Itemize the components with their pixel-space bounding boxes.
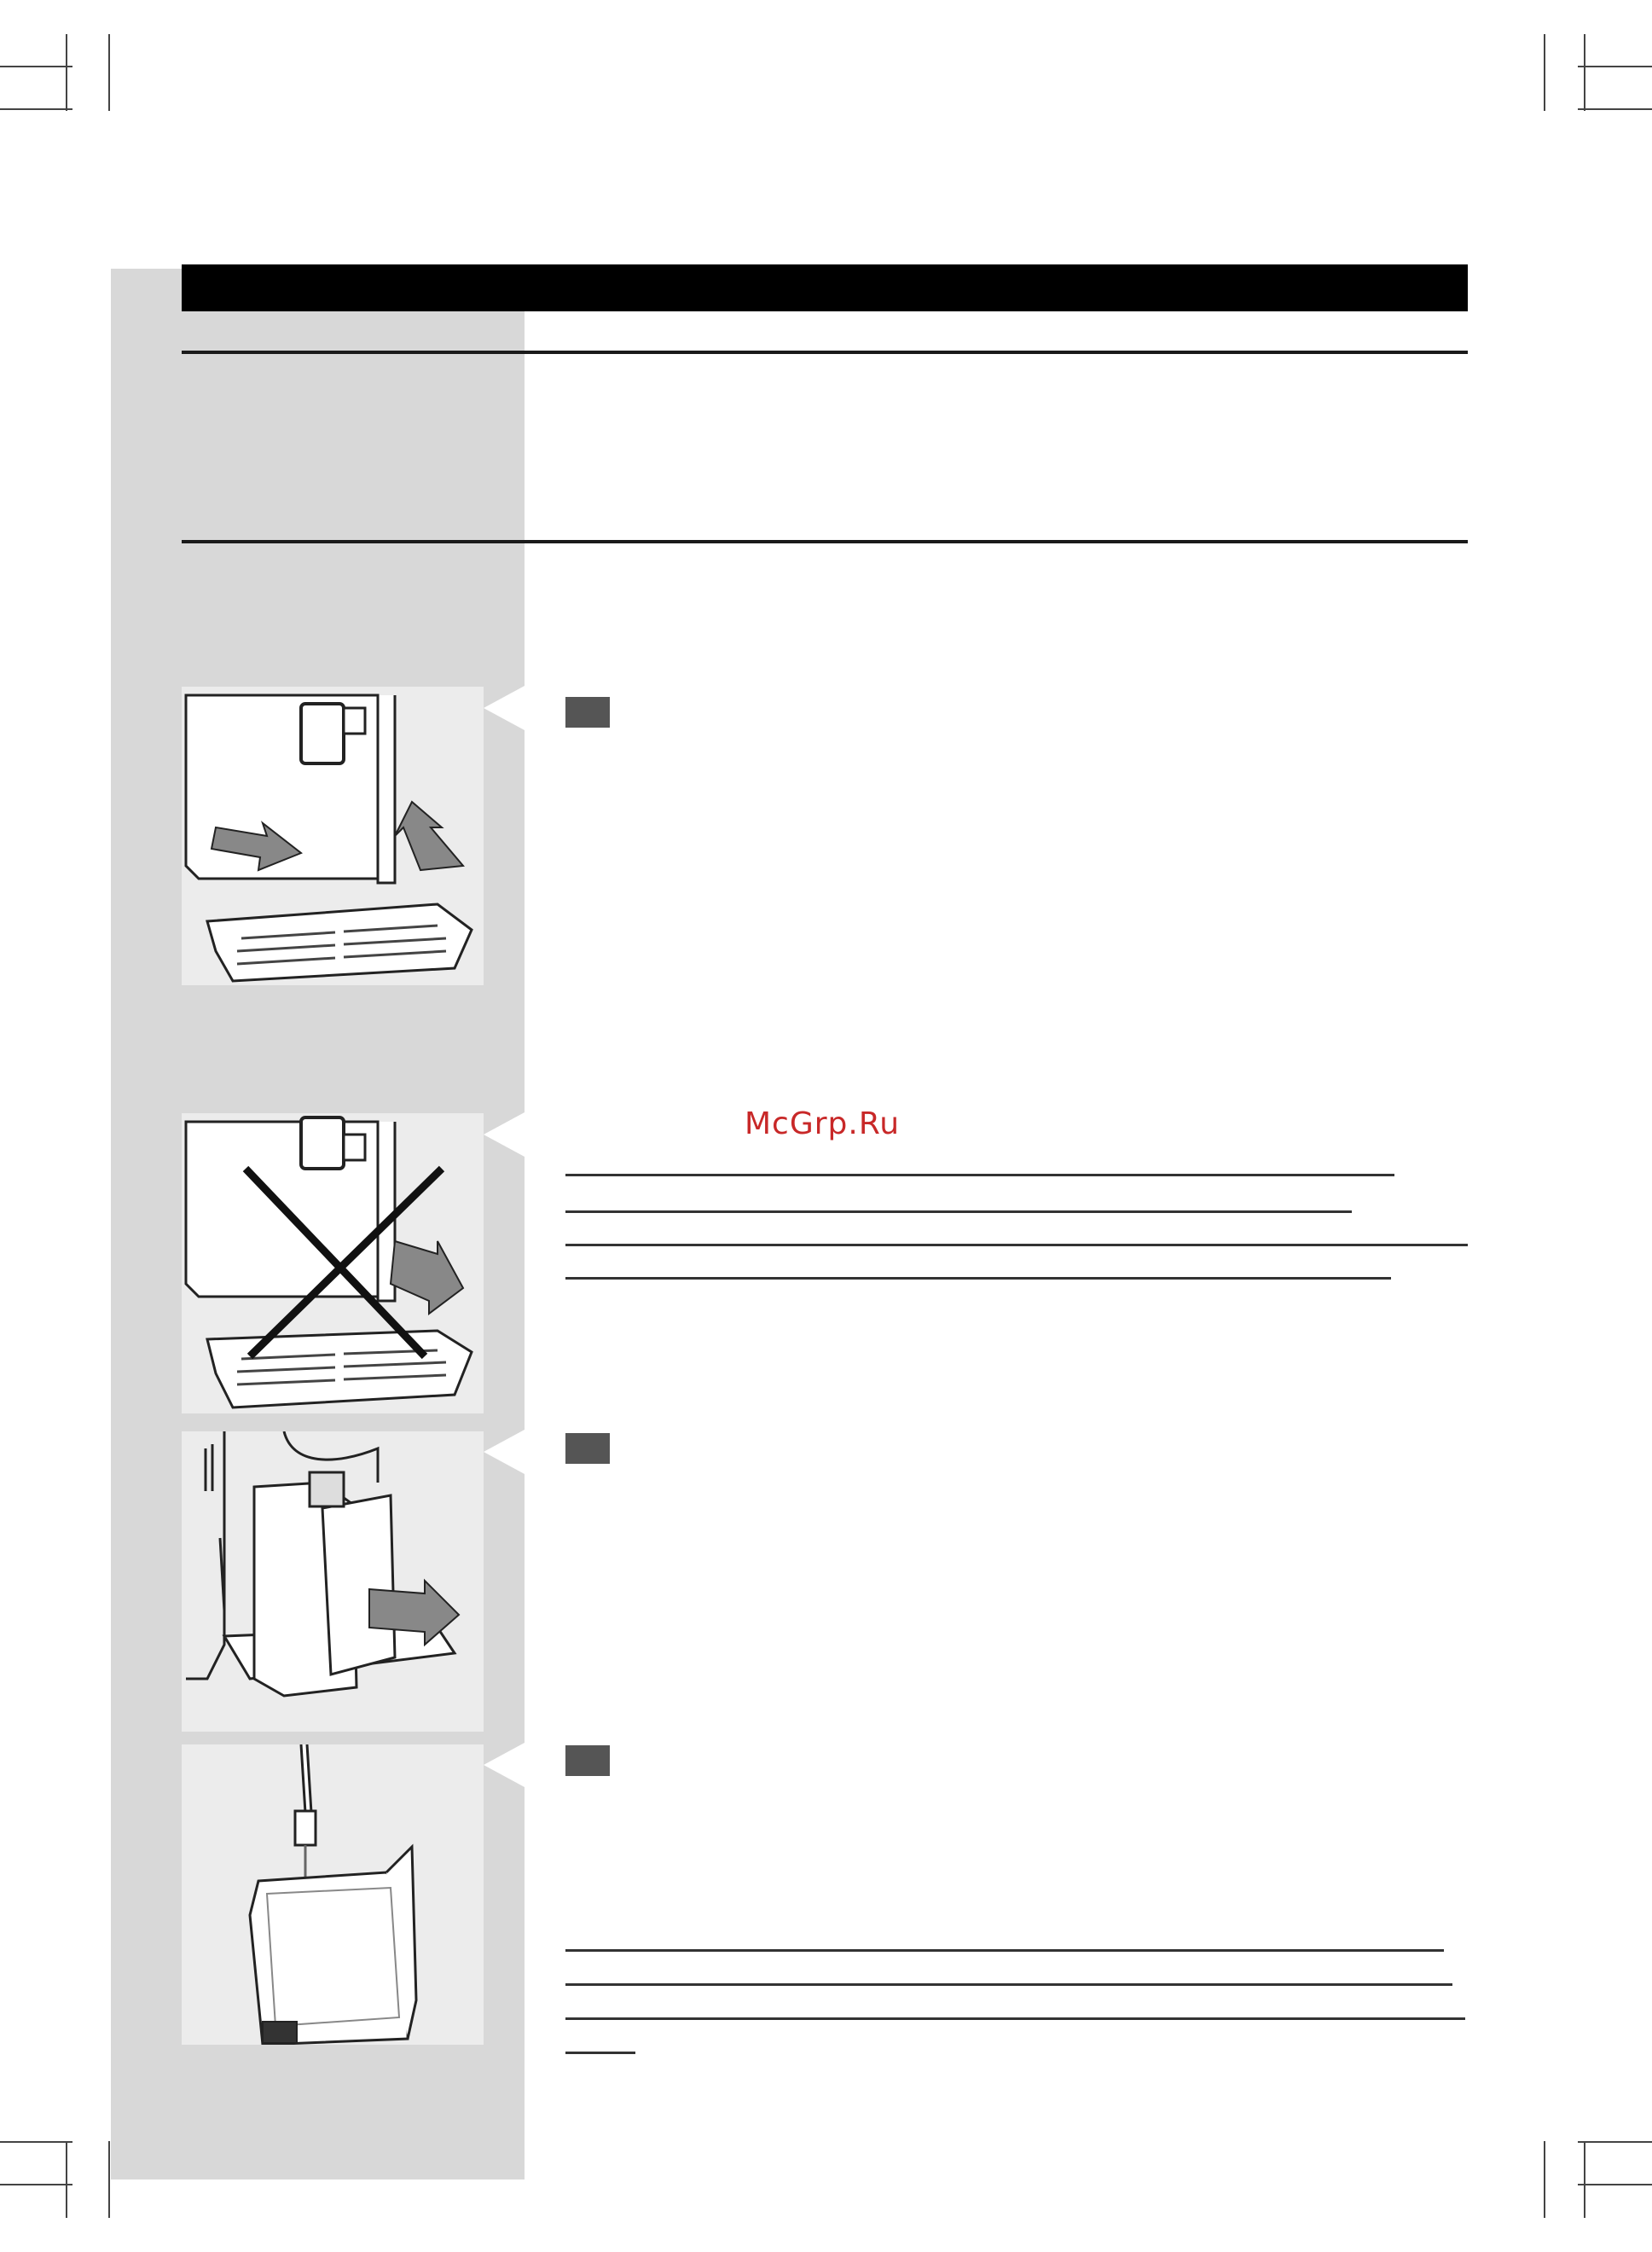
crop-mark (108, 2141, 110, 2218)
remove-water-tank-illustration-icon (182, 1431, 484, 1732)
crop-mark (1544, 34, 1545, 111)
crop-mark (108, 34, 110, 111)
text-line-rule (565, 1244, 1468, 1246)
figure-do-not-remove (182, 1113, 484, 1413)
crop-mark (66, 2141, 67, 2218)
text-line-rule (565, 2017, 1465, 2020)
section-rule (182, 540, 1468, 543)
text-line-rule (565, 2052, 635, 2054)
figure-pointer (484, 1430, 525, 1474)
step-marker-icon (565, 1433, 610, 1464)
crop-mark (1544, 2141, 1545, 2218)
do-not-remove-tray-illustration-icon (182, 1113, 484, 1413)
crop-mark (0, 2141, 72, 2143)
remove-drip-tray-illustration-icon (182, 687, 484, 985)
crop-mark (1578, 2141, 1652, 2143)
crop-mark (1584, 34, 1585, 111)
fill-water-tank-illustration-icon (182, 1744, 484, 2045)
figure-pointer (484, 686, 525, 730)
figure-pointer (484, 1743, 525, 1787)
text-line-rule (565, 1277, 1391, 1280)
figure-remove-drip-tray (182, 687, 484, 985)
section-header-bar (182, 264, 1468, 311)
step-marker-icon (565, 1745, 610, 1776)
crop-mark (0, 108, 72, 110)
crop-mark (0, 66, 72, 67)
step-marker-icon (565, 697, 610, 728)
crop-mark (0, 2184, 72, 2185)
section-rule (182, 351, 1468, 354)
watermark-text: McGrp.Ru (745, 1106, 901, 1141)
crop-mark (1578, 2184, 1652, 2185)
crop-mark (1578, 108, 1652, 110)
crop-mark (1584, 2141, 1585, 2218)
figure-pointer (484, 1112, 525, 1157)
text-line-rule (565, 1174, 1394, 1176)
text-line-rule (565, 1949, 1444, 1952)
text-line-rule (565, 1983, 1452, 1986)
crop-mark (1578, 66, 1652, 67)
text-line-rule (565, 1210, 1352, 1213)
figure-remove-water-tank (182, 1431, 484, 1732)
crop-mark (66, 34, 67, 111)
figure-fill-water-tank (182, 1744, 484, 2045)
